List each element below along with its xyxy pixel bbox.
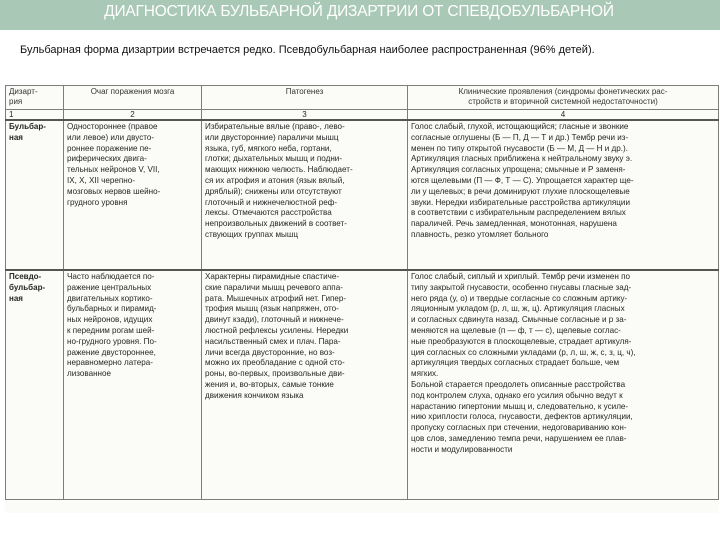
column-number: 1 [6,110,64,121]
slide-subtitle: Бульбарная форма дизартрии встречается редко. Псевдобульбарная наиболее распространенная (96% детей). [20,44,595,56]
table-row [6,270,719,500]
table-header-row [6,86,719,110]
column-number: 3 [202,110,408,121]
dysarthria-type-cell: Псевдо- бульбар- ная [6,270,64,500]
clinical-cell: Голос слабый, сиплый и хриплый. Тембр речи изменен по типу закрытой гнусавости, особенно гнусавы гласные зад- него ряда (у, о) и твердые согласные со сложным артику- ляционным укладом (р, л, ш, ж, ц). Артикуляция гласных и согласных сдвинута назад. Смычные согласные и р за- меняются на щелевые (п — ф, т — с), щелевые соглас- ные преобразуются в плоскощелевые, страдает артикуля- ция согласных со сложными укладами (р, л, ш, ж, с, з, ц, ч), артикуляция твердых согласных страдает больше, чем мягких. Больной старается преодолеть описанные расстройства под контролем слуха, однако его усилия обычно ведут к нарастанию гипертонии мышц и, следовательно, к усиле- нию хриплости голоса, гнусавости, дефектов артикуляции, пропуску согласных при стечении, недоговариванию кон- цов слов, замедлению темпа речи, нарушением ее плав- ности и модулированности [408,270,719,500]
comparison-table-image [5,85,718,513]
table-row [6,120,719,270]
header-clinical: Клинические проявления (синдромы фонетических рас- стройств и вторичной системной недостаточности) [408,86,719,110]
pathogenesis-cell: Избирательные вялые (право-, лево- или двусторонние) параличи мышц языка, губ, мягкого неба, гортани, глотки; дыхательных мышц и подни- мающих нижнюю челюсть. Наблюдает- ся их атрофия и атония (язык вялый, дряблый); снижены или отсутствуют глоточный и нижнечелюстной реф- лексы. Отмечаются расстройства непроизвольных движений в соответ- ствующих группах мышц [202,120,408,270]
column-number-row [6,110,719,121]
clinical-cell: Голос слабый, глухой, истощающийся; гласные и звонкие согласные оглушены (Б — П, Д — Т и др.) Тембр речи из- менен по типу открытой гнусавости (Б — М, Д — Н и др.). Артикуляция гласных приближена к нейтральному звуку э. Артикуляция согласных упрощена; смычные и Р заменя- ются щелевыми (П — Ф, Т — С). Упрощается характер ще- ли у щелевых; в речи доминируют глухие плоскощелевые звуки. Нередки избирательные расстройства артикуляции в соответствии с избирательным распределением вялых параличей. Речь замедленная, монотонная, нарушена плавность, резко утомляет больного [408,120,719,270]
lesion-cell: Одностороннее (правое или левое) или двусто- роннее поражение пе- риферических двига- тельных нейронов V, VII, IX, X, XII черепно- мозговых нервов шейно- грудного уровня [64,120,202,270]
header-dysarthria: Дизарт- рия [6,86,64,110]
column-number: 4 [408,110,719,121]
comparison-table [5,85,719,500]
lesion-cell: Часто наблюдается по- ражение центральных двигательных кортико- бульбарных и пирамид- ных нейронов, идущих к передним рогам шей- но-грудного уровня. По- ражение двустороннее, неравномерно латера- лизованное [64,270,202,500]
slide-title: ДИАГНОСТИКА БУЛЬБАРНОЙ ДИЗАРТРИИ ОТ СПЕВДОБУЛЬБАРНОЙ [104,3,614,20]
header-lesion: Очаг поражения мозга [64,86,202,110]
header-pathogenesis: Патогенез [202,86,408,110]
column-number: 2 [64,110,202,121]
pathogenesis-cell: Характерны пирамидные спастиче- ские параличи мышц речевого аппа- рата. Мышечных атрофий нет. Гипер- трофия мышц (язык напряжен, ото- двинут кзади), глоточный и нижнече- люстной рефлексы усилены. Нередки насильственный смех и плач. Пара- личи всегда двусторонние, но воз- можно их преобладание с одной сто- роны, во-первых, произвольные дви- жения и, во-вторых, самые тонкие движения кончиком языка [202,270,408,500]
dysarthria-type-cell: Бульбар- ная [6,120,64,270]
